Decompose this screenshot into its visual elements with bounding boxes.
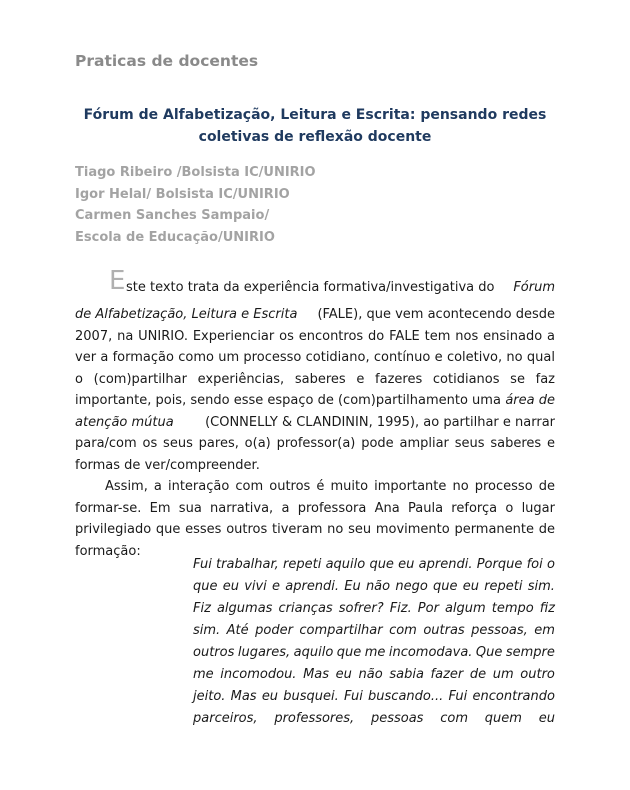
quote-line bbox=[193, 642, 555, 664]
quote-word: aquilo bbox=[293, 645, 334, 660]
quote-word: eu bbox=[261, 689, 279, 704]
paragraph-text: (CONNELLY & CLANDININ, 1995), ao partilhar e narrar bbox=[205, 414, 555, 430]
quote-word: com bbox=[440, 711, 469, 726]
quote-line bbox=[193, 620, 555, 642]
quote-word: em bbox=[534, 623, 555, 638]
quote-word: algum bbox=[444, 601, 486, 616]
quote-word: outras bbox=[423, 623, 465, 638]
quote-word: jeito. bbox=[193, 689, 226, 704]
author-line: Carmen Sanches Sampaio/ bbox=[75, 208, 270, 223]
quote-line bbox=[193, 664, 555, 686]
quote-word: Fui bbox=[193, 557, 212, 572]
quote-word: Mas bbox=[230, 689, 257, 704]
quote-word: sim. bbox=[193, 623, 221, 638]
quote-word: eu bbox=[462, 579, 479, 594]
quote-word: Eu bbox=[344, 579, 361, 594]
quote-word: um bbox=[492, 667, 514, 682]
paragraph-text: importante, pois, sendo esse espaço de (com)partilhamento uma bbox=[75, 393, 501, 408]
paragraph-line: formar-se. Em sua narrativa, a professora Ana Paula reforça o lugar bbox=[75, 500, 555, 516]
paragraph-line bbox=[75, 390, 555, 412]
quote-word: busquei. bbox=[283, 689, 339, 704]
quote-word: que bbox=[193, 579, 218, 594]
quote-word: de bbox=[469, 667, 487, 682]
paragraph-line bbox=[75, 412, 555, 434]
quote-word: quem bbox=[484, 711, 522, 726]
quote-word: pessoas, bbox=[471, 623, 528, 638]
quote-word: fiz bbox=[539, 601, 555, 616]
author-line: Tiago Ribeiro /Bolsista IC/UNIRIO bbox=[75, 165, 316, 180]
quote-word: algumas bbox=[216, 601, 273, 616]
block-quote bbox=[193, 554, 555, 730]
quote-word: sabia bbox=[389, 667, 424, 682]
quote-word: eu bbox=[398, 557, 415, 572]
quote-word: eu bbox=[222, 579, 239, 594]
paragraph-line bbox=[75, 304, 555, 326]
quote-word: buscando... bbox=[368, 689, 444, 704]
quote-word: vivi bbox=[244, 579, 267, 594]
quote-word: Que bbox=[475, 645, 503, 660]
paragraph-line: para/com os seus pares, o(a) professor(a) pode ampliar seus saberes e bbox=[75, 436, 555, 451]
quote-word: encontrando bbox=[472, 689, 555, 704]
paragraph-line: formação: bbox=[75, 543, 141, 559]
quote-word: que bbox=[433, 579, 458, 594]
quote-word: Fui bbox=[448, 689, 468, 704]
quote-word: aquilo bbox=[325, 557, 366, 572]
drop-cap: E bbox=[109, 266, 126, 296]
quote-word: aprendi. bbox=[418, 557, 473, 572]
quote-word: me bbox=[364, 645, 386, 660]
author-line: Igor Helal/ Bolsista IC/UNIRIO bbox=[75, 186, 290, 202]
quote-word: repeti bbox=[283, 557, 322, 572]
quote-word: professores, bbox=[274, 711, 355, 726]
article-title-line-2: coletivas de reflexão docente bbox=[198, 129, 432, 145]
quote-word: que bbox=[336, 645, 362, 660]
quote-word: lugares, bbox=[237, 645, 291, 660]
quote-line bbox=[193, 708, 555, 730]
paragraph-line: formas de ver/compreender. bbox=[75, 457, 260, 473]
quote-word: repeti bbox=[484, 579, 523, 594]
quote-word: Mas bbox=[303, 667, 330, 682]
quote-word: outros bbox=[193, 645, 235, 660]
paragraph-line: Assim, a interação com outros é muito importante no processo de bbox=[105, 479, 555, 494]
emphasis-text: Fórum bbox=[513, 280, 555, 295]
quote-word: crianças bbox=[278, 601, 333, 616]
quote-word: outro bbox=[520, 667, 555, 682]
quote-word: Até bbox=[226, 623, 249, 638]
quote-word: trabalhar, bbox=[216, 557, 279, 572]
quote-word: e bbox=[272, 579, 281, 594]
quote-word: Fiz. bbox=[389, 601, 412, 616]
body-text bbox=[75, 268, 555, 562]
quote-word: pessoas bbox=[370, 711, 424, 726]
author-line: Escola de Educação/UNIRIO bbox=[75, 229, 275, 245]
quote-word: aprendi. bbox=[285, 579, 340, 594]
emphasis-text: atenção mútua bbox=[75, 414, 174, 430]
quote-word: nego bbox=[395, 579, 428, 594]
paragraph-1-first-line bbox=[75, 268, 555, 304]
emphasis-text: de Alfabetização, Leitura e Escrita bbox=[75, 307, 298, 322]
quote-word: com bbox=[389, 623, 417, 638]
quote-word: Porque bbox=[476, 557, 523, 572]
quote-word: Fui bbox=[344, 689, 363, 704]
quote-word: que bbox=[369, 557, 394, 572]
quote-word: me bbox=[193, 667, 214, 682]
quote-word: incomodava. bbox=[388, 645, 473, 660]
quote-line bbox=[193, 598, 555, 620]
paragraph-line: ver a formação como um processo cotidiano, contínuo e coletivo, no qual bbox=[75, 350, 555, 365]
quote-word: foi bbox=[526, 557, 543, 572]
paragraph-line: o (com)partilhar experiências, saberes e fazeres cotidianos se faz bbox=[75, 371, 555, 387]
emphasis-text: área de bbox=[505, 393, 555, 408]
quote-word: parceiros, bbox=[193, 711, 258, 726]
article-title bbox=[80, 104, 550, 148]
quote-word: não bbox=[358, 667, 383, 682]
paragraph-line: 2007, na UNIRIO. Experienciar os encontros do FALE tem nos ensinado a bbox=[75, 328, 555, 344]
paragraph-line: privilegiado que esses outros tiveram no seu movimento permanente de bbox=[75, 522, 555, 537]
quote-word: Por bbox=[417, 601, 439, 616]
quote-word: compartilhar bbox=[299, 623, 383, 638]
quote-word: sofrer? bbox=[338, 601, 384, 616]
quote-word: fazer bbox=[430, 667, 464, 682]
quote-word: sim. bbox=[527, 579, 555, 594]
quote-word: não bbox=[365, 579, 391, 594]
quote-word: o bbox=[546, 557, 555, 572]
author-block bbox=[75, 162, 475, 248]
quote-word: eu bbox=[335, 667, 352, 682]
quote-word: sempre bbox=[505, 645, 555, 660]
quote-line bbox=[193, 576, 555, 598]
quote-word: tempo bbox=[491, 601, 534, 616]
quote-word: Fiz bbox=[193, 601, 211, 616]
quote-line bbox=[193, 686, 555, 708]
paragraph-text: ste texto trata da experiência formativa/investigativa do bbox=[126, 280, 495, 295]
article-title-line-1: Fórum de Alfabetização, Leitura e Escrita: pensando redes bbox=[83, 107, 547, 123]
quote-word: eu bbox=[538, 711, 555, 726]
quote-word: incomodou. bbox=[220, 667, 297, 682]
section-heading: Praticas de docentes bbox=[75, 52, 259, 70]
paragraph-text: (FALE), que vem acontecendo desde bbox=[317, 307, 555, 322]
quote-line bbox=[193, 554, 555, 576]
quote-word: poder bbox=[255, 623, 293, 638]
